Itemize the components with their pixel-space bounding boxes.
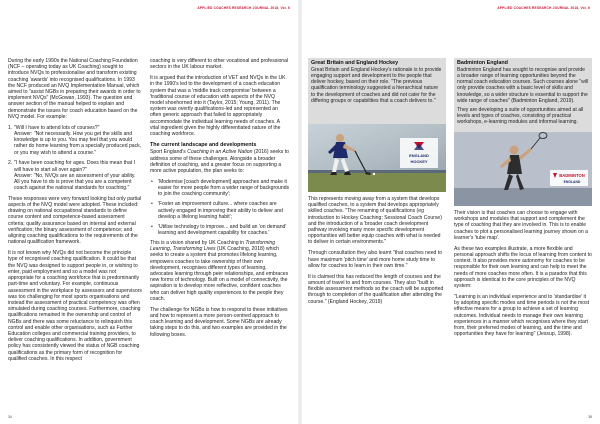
- case-study-title: Great Britain and England Hockey: [311, 60, 399, 66]
- case-study-box-hockey: [308, 58, 446, 124]
- running-head: APPLIED COACHES RESEARCH JOURNAL 2018, Vol. 6: [197, 6, 290, 10]
- paragraph: This is a vision shared by UK Coaching in Transforming Learning, Transforming Lives (UK Coaching, 2018) which seeks to create a system that promotes lifelong learning, empowers coaches to take ownership of their own development, recognises different types of learning, advocates learning through peer relationships, and embraces new forms of technology. Built on a model of connectivity, the aspiration is to develop more reflective, confident coaches who can deliver high quality experiences to the people they coach.: [150, 240, 289, 302]
- answer-text: Answer: "Not necessarily. How you get the skills and knowledge is up to you. You may feel that you would rather do home learning from a specially produced pack, or you may wish to attend a course.": [14, 131, 142, 156]
- question-text: "I have been coaching for ages. Does this mean that I will have to start all over again?": [14, 160, 136, 173]
- paragraph: It is claimed this has reduced the length of courses and the amount of travel to and from courses. They also "built in flexible assessment methods so the coach will be supported through to completion of the qualification after attending the course." (England Hockey, 2019): [308, 273, 444, 305]
- paragraph: coaching is very different to other vocational and professional sectors in the UK labour market.: [150, 58, 289, 71]
- right-page: [300, 0, 600, 424]
- left-column-1: [8, 58, 142, 367]
- badminton-continued: [454, 210, 592, 342]
- paragraph: The challenge for NGBs is how to respond to these initiatives and how to represent a more person-centred approach to coach learning and development. Some NGBs are already taking steps to do this, and two examples are provided in the following boxes.: [150, 306, 288, 338]
- case-study-text: They are developing a suite of opportunities aimed at all levels and types of coaches, consisting of practical workshops, e-learning modules and informal learning.: [457, 106, 584, 126]
- badminton-photo: [454, 132, 592, 206]
- paragraph: This represents moving away from a system that develops qualified coaches, to a system that develops appropriately skilled coaches. "The renaming of qualifications (eg introduction to Hockey Coaching; Sessional Coach Course) and the introduction of a 'broader coach development pathway involving many more specific development opportunities will better equip coaches with what is needed to deliver in certain environments.": [308, 196, 442, 246]
- svg-text:BADMINTON: BADMINTON: [559, 173, 585, 178]
- left-column-2: [150, 58, 290, 343]
- paragraph: Their vision is that coaches can choose to engage with workshops and modules that support and complement the type of coaching that they are involved in. This is to enable coaches to plot a personalised learning journey shown on a learner's 'tube map'.: [454, 210, 588, 241]
- publication-title: Transforming Learning, Transforming Lives: [150, 240, 276, 253]
- svg-text:HOCKEY: HOCKEY: [410, 159, 428, 164]
- hockey-player-image: [308, 124, 446, 192]
- running-head: APPLIED COACHES RESEARCH JOURNAL 2018, Vol. 6: [497, 6, 590, 10]
- qa-item: [8, 160, 142, 192]
- paragraph: It is argued that the introduction of VET and NVQs in the UK in the 1990's led to the development of a coach education system that was a 'middle track compromise' between a 'traditional course of education with aspects of the NVQ model shoehorned into it (Taylor, 2015; Young, 2011). The system was overtly qualifications-led and represented an often generic approach that failed to appropriately accommodate the individual learning needs of coaches. A vital ingredient given the highly differentiated nature of the coaching workforce.: [150, 75, 286, 138]
- list-number: 2.: [8, 160, 13, 167]
- england-hockey-logo: [400, 138, 438, 168]
- svg-text:ENGLAND: ENGLAND: [563, 180, 581, 184]
- badminton-player-image: [454, 132, 592, 206]
- case-study-text: Great Britain and England Hockey's rationale is to provide engaging support and development to the people that deliver hockey, based on their role. "The previous qualification terminology suggested a hierarchical nature to the development of coaches and did not cater for the differing groups or capabilities that a coach delivers to.": [311, 66, 442, 104]
- case-study-box-badminton: [454, 58, 592, 132]
- list-number: 1.: [8, 124, 13, 131]
- case-study-title: Badminton England: [457, 60, 508, 66]
- block-quote: "Learning is an individual experience and to 'standardise' it by adopting specific modes and time periods is not the most effective means for a group to achieve a set of learning outcomes. Individual needs to manage their own learning experiences in a manner which recognises where they start from, their preferred modes of learning, and the time and opportunities they have for learning" (Jessup, 1998).: [454, 294, 590, 338]
- publication-title: Coaching in an Active Nation: [187, 149, 253, 156]
- svg-text:ENGLAND: ENGLAND: [409, 153, 429, 158]
- paragraph: During the early 1990s the National Coaching Foundation (NCF – operating today as UK Coaching) sought to introduce NVQs to professionalise and transform existing coaching 'awards' into recognised qualifications. In 1993 the NCF produced an NVQ Implementation Manual, which aimed to "assist NGBs in preparing their awards in order to implement NVQs" (McGowan, 1993). The question and answer section of the manual helped to explain and demonstrate the issues for coach education based on the NVQ model. For example:: [8, 58, 141, 120]
- bullet-item: • 'Utilise technology to improve... and build an 'on demand' learning and development capability for coaches.': [151, 223, 287, 237]
- badminton-england-logo: [550, 170, 588, 186]
- answer-text: Answer: "No, NVQs are an assessment of your ability. All you have to do is prove that you are a competent coach against the national standards for coaching.": [14, 172, 136, 192]
- question-text: "Will I have to attend lots of courses?": [14, 124, 100, 131]
- bullet-item: • 'Foster an improvement culture... where coaches are actively engaged in improving their ability to deliver and develop a lifelong learning habit';: [151, 201, 283, 220]
- qa-item: [8, 124, 142, 156]
- section-heading: The current landscape and developments: [150, 142, 257, 149]
- hockey-continued: [308, 196, 446, 310]
- quote-citation: (Jessup, 1998).: [536, 331, 572, 338]
- paragraph: These responses were very forward looking but only partial aspects of the NVQ model were adopted. These included: drawing on national occupational standards to define course content and competence-based assessment criteria; quality assurance based on internal and external verification; the binary assessment of competence; and aligning coaching qualifications to the requirements of the national qualification framework.: [8, 195, 142, 246]
- page-number: 35: [588, 415, 592, 419]
- paragraph: It is not known why NVQs did not become the principle type of recognised coaching qualification. It could be that the NVQ was designed to support people in, or wishing to enter, paid employment and so a model was not appropriate for a coaching workforce that is predominantly part-time and voluntary. For example, continuous assessment in the workplace by assessors and supervisors was too challenging for most sports organisations and instead the assessment of practical competency was often simulated during coaching courses. Furthermore, coaching qualifications remained in the ownership and control of NGBs and there was some reluctance to relinquish this control and enable other organisations, such as Further Education colleges and commercial training providers, to deliver coaching qualifications. In addition, government policy has consistently viewed the status of NGB coaching qualifications as the primary form of recognition for qualified coaches. In this respect: [8, 250, 142, 362]
- paragraph: Through consultation they also learnt "that coaches need to have maximum 'pitch time' and more home study time to allow for coaches to learn in their own time.": [308, 250, 443, 269]
- paragraph: As these two examples illustrate, a more flexible and personal approach shifts the locus of learning from content to context. It also provides more autonomy for coaches to be responsible for their own learning and can help to meet the needs of more coaches more often. It is a paradox that this approach is identical to the core principles of the NVQ system:: [454, 245, 592, 290]
- paragraph: Sport England's Coaching in an Active Nation (2016) seeks to address some of these challenges. Alongside a broader definition of coaching, and a greater focus on supporting a more active population, the plan seeks to:: [150, 149, 289, 175]
- hockey-photo: [308, 124, 446, 192]
- page-number: 34: [8, 415, 12, 419]
- bullet-item: • 'Modernise [coach development] approaches and make it easier for more people from a wider range of backgrounds to join the coaching community';: [151, 179, 290, 198]
- case-study-text: Badminton England has sought to recognise and provide a broader range of learning opportunities beyond the normal coach education courses. Such courses alone "will only provide coaches with a basic level of skills and knowledge, so a wider structure is essential to support the wide range of coaches" (Badminton England, 2019).: [457, 66, 589, 104]
